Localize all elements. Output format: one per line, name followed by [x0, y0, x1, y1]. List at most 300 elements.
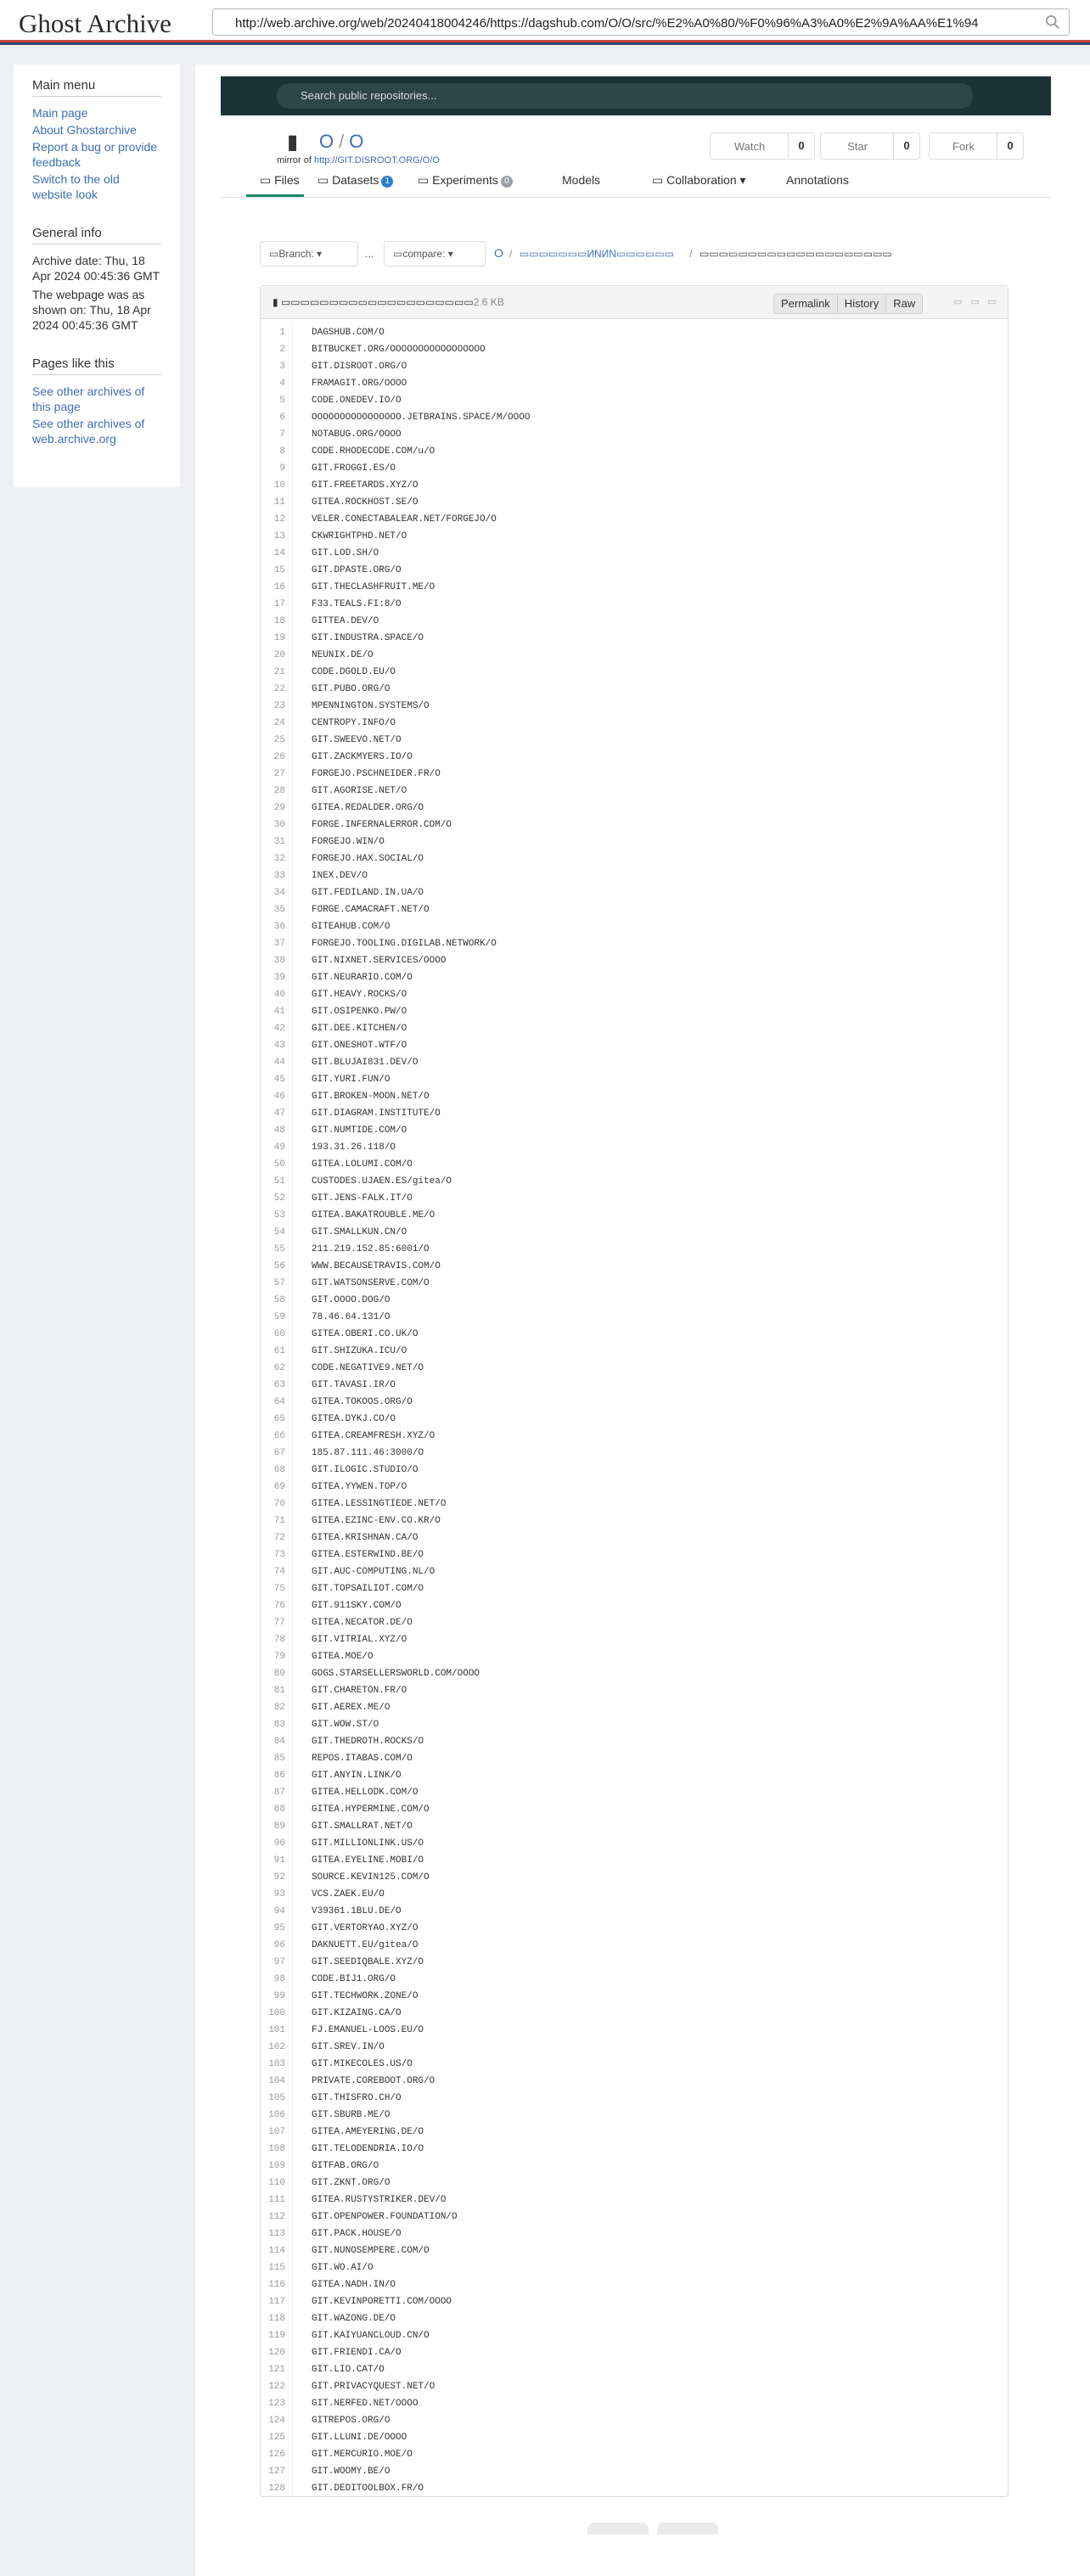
line-content: GIT.FEDILAND.IN.UA/O [312, 888, 424, 898]
line-content: INEX.DEV/O [312, 871, 368, 881]
code-line [261, 1496, 1008, 1512]
line-number[interactable]: 14 [261, 545, 293, 562]
line-number[interactable]: 91 [261, 1852, 293, 1869]
line-content: GIT.ILOGIC.STUDIO/O [312, 1465, 419, 1475]
code-line [261, 1648, 1008, 1665]
header-stripe-blue [0, 42, 1090, 45]
delete-icon[interactable]: ▭ [970, 297, 980, 307]
line-number[interactable]: 57 [261, 1275, 293, 1292]
datasets-badge: 1 [381, 176, 393, 188]
line-content: GIT.KIZAING.CA/O [312, 2008, 402, 2018]
line-number[interactable]: 116 [261, 2276, 293, 2293]
line-number[interactable]: 31 [261, 833, 293, 850]
line-content: GITEA.LESSINGTIEDE.NET/O [312, 1499, 447, 1509]
line-number[interactable]: 78 [261, 1631, 293, 1648]
edit-icon[interactable]: ▭ [953, 297, 963, 307]
line-content: CODE.NEGATIVE9.NET/O [312, 1363, 424, 1373]
collaboration-icon: ▭ [652, 173, 667, 187]
file-name: ▮ ▭▭▭▭▭▭▭▭▭▭▭▭▭▭▭▭▭▭▭▭2.6 KB [272, 296, 504, 308]
line-number[interactable]: 38 [261, 952, 293, 969]
code-line [261, 341, 1008, 358]
other-archives-site-link[interactable]: See other archives of web.archive.org [32, 417, 145, 446]
crumb-separator: / [509, 248, 513, 260]
line-content: GIT.NEURARIO.COM/O [312, 973, 413, 983]
line-number[interactable]: 75 [261, 1580, 293, 1597]
crumb-separator: / [689, 248, 693, 260]
line-number[interactable]: 74 [261, 1563, 293, 1580]
line-number[interactable]: 17 [261, 596, 293, 613]
code-line [261, 375, 1008, 392]
line-number[interactable]: 48 [261, 1122, 293, 1139]
line-number[interactable]: 125 [261, 2429, 293, 2446]
code-line [261, 1869, 1008, 1886]
line-content: GIT.HEAVY.ROCKS/O [312, 990, 407, 1000]
line-number[interactable]: 127 [261, 2463, 293, 2480]
code-line [261, 1139, 1008, 1156]
code-line [261, 2141, 1008, 2158]
code-line [261, 392, 1008, 409]
line-content: GIT.SBURB.ME/O [312, 2110, 390, 2120]
raw-button[interactable]: Raw [893, 297, 916, 310]
line-number[interactable]: 42 [261, 1020, 293, 1037]
line-number[interactable]: 77 [261, 1614, 293, 1631]
line-number[interactable]: 123 [261, 2395, 293, 2412]
line-number[interactable]: 56 [261, 1258, 293, 1275]
line-number[interactable]: 44 [261, 1054, 293, 1071]
line-number[interactable]: 94 [261, 1903, 293, 1920]
code-line [261, 528, 1008, 545]
line-number[interactable]: 39 [261, 969, 293, 986]
line-content: CENTROPY.INFO/O [312, 718, 396, 728]
line-number[interactable]: 90 [261, 1835, 293, 1852]
line-number[interactable]: 61 [261, 1343, 293, 1360]
line-content: GITEA.BAKATROUBLE.ME/O [312, 1210, 435, 1221]
line-number[interactable]: 93 [261, 1886, 293, 1903]
line-content: GIT.SHIZUKA.ICU/O [312, 1346, 407, 1356]
line-number[interactable]: 12 [261, 511, 293, 528]
line-content: 185.87.111.46:3000/O [312, 1448, 424, 1458]
download-icon[interactable]: ▭ [987, 297, 997, 307]
line-number[interactable]: 98 [261, 1971, 293, 1988]
line-number[interactable]: 104 [261, 2073, 293, 2090]
line-number[interactable]: 105 [261, 2090, 293, 2107]
line-number[interactable]: 89 [261, 1818, 293, 1835]
line-number[interactable]: 51 [261, 1173, 293, 1190]
code-line [261, 2293, 1008, 2310]
permalink-button[interactable]: Permalink [774, 295, 838, 313]
code-line [261, 1173, 1008, 1190]
pagination-prev[interactable] [587, 2523, 649, 2534]
code-line [261, 1988, 1008, 2005]
line-number[interactable]: 117 [261, 2293, 293, 2310]
line-number[interactable]: 69 [261, 1479, 293, 1496]
code-line [261, 1105, 1008, 1122]
line-number[interactable]: 67 [261, 1445, 293, 1462]
line-number[interactable]: 62 [261, 1360, 293, 1377]
line-number[interactable]: 88 [261, 1801, 293, 1818]
code-line [261, 698, 1008, 715]
line-content: GIT.NERFED.NET/OOOO [312, 2399, 419, 2409]
experiments-badge: 0 [501, 176, 513, 188]
line-content: CODE.ONEDEV.IO/O [312, 396, 402, 406]
main-page-link[interactable]: Main page [32, 106, 88, 120]
code-line [261, 647, 1008, 664]
line-number[interactable]: 3 [261, 358, 293, 375]
ghostarchive-header [0, 0, 1090, 46]
code-line [261, 2090, 1008, 2107]
line-content: GIT.KAIYUANCLOUD.CN/O [312, 2331, 430, 2341]
code-line [261, 1512, 1008, 1529]
pagination-next[interactable] [657, 2523, 718, 2534]
line-number[interactable]: 46 [261, 1088, 293, 1105]
line-content: GITEA.MOE/O [312, 1652, 374, 1662]
line-content: GIT.ONESHOT.WTF/O [312, 1041, 407, 1051]
tab-datasets[interactable] [317, 170, 393, 197]
line-content: GITEA.KRISHNAN.CA/O [312, 1533, 419, 1543]
line-number[interactable]: 65 [261, 1411, 293, 1428]
line-content: GIT.ZACKMYERS.IO/O [312, 752, 413, 762]
repo-search-placeholder: Search public repositories... [301, 89, 437, 102]
line-number[interactable]: 15 [261, 562, 293, 579]
line-number[interactable]: 71 [261, 1512, 293, 1529]
code-line [261, 1750, 1008, 1767]
code-line [261, 2073, 1008, 2090]
code-line [261, 817, 1008, 833]
archive-url-field[interactable] [212, 8, 1070, 36]
line-content: GIT.KEVINPORETTI.COM/OOOO [312, 2297, 452, 2307]
file-breadcrumb-bar [260, 241, 1007, 267]
mirror-prefix: mirror of [277, 155, 312, 166]
line-number[interactable]: 100 [261, 2005, 293, 2022]
repo-name-link[interactable]: O [349, 131, 364, 152]
line-content: GITFAB.ORG/O [312, 2161, 379, 2171]
line-content: GITEA.NADH.IN/O [312, 2280, 396, 2290]
tab-annotations[interactable] [786, 170, 849, 197]
search-icon[interactable] [1045, 14, 1060, 30]
code-line [261, 562, 1008, 579]
code-line [261, 426, 1008, 443]
line-number[interactable]: 27 [261, 766, 293, 783]
tab-models[interactable] [562, 170, 600, 197]
branch-dropdown[interactable] [260, 241, 358, 267]
watch-button[interactable] [710, 132, 815, 160]
code-line [261, 477, 1008, 494]
branch-label: Branch: [278, 248, 314, 260]
tab-experiments[interactable] [418, 170, 513, 197]
line-number[interactable]: 19 [261, 630, 293, 647]
line-content: GIT.PRIVACYQUEST.NET/O [312, 2382, 435, 2392]
line-number[interactable]: 10 [261, 477, 293, 494]
compare-dropdown[interactable] [384, 241, 486, 267]
code-line [261, 969, 1008, 986]
code-line [261, 2412, 1008, 2429]
line-number[interactable]: 128 [261, 2480, 293, 2497]
line-number[interactable]: 83 [261, 1716, 293, 1733]
code-line [261, 2242, 1008, 2259]
line-number[interactable]: 92 [261, 1869, 293, 1886]
line-content: GIT.OPENPOWER.FOUNDATION/O [312, 2212, 458, 2222]
code-line [261, 2310, 1008, 2327]
general-info-title: General info [32, 226, 161, 244]
code-line [261, 1190, 1008, 1207]
line-content: GITEA.REDALDER.ORG/O [312, 803, 424, 813]
fork-count: 0 [997, 133, 1023, 159]
code-line [261, 732, 1008, 749]
line-number[interactable]: 18 [261, 613, 293, 630]
line-number[interactable]: 23 [261, 698, 293, 715]
code-line [261, 545, 1008, 562]
line-number[interactable]: 60 [261, 1326, 293, 1343]
line-number[interactable]: 109 [261, 2158, 293, 2175]
fork-button[interactable] [929, 132, 1024, 160]
line-number[interactable]: 106 [261, 2107, 293, 2124]
line-content: GIT.AGORISE.NET/O [312, 786, 407, 796]
line-content: GIT.NUNOSEMPERE.COM/O [312, 2246, 430, 2256]
line-number[interactable]: 121 [261, 2361, 293, 2378]
star-button[interactable] [820, 132, 920, 160]
line-number[interactable]: 30 [261, 817, 293, 833]
line-content: FORGE.INFERNALERROR.COM/O [312, 820, 452, 830]
line-content: NEUNIX.DE/O [312, 650, 374, 660]
line-number[interactable]: 16 [261, 579, 293, 596]
line-content: OOOOOOOOOOOOOOOO.JETBRAINS.SPACE/M/OOOO [312, 412, 531, 423]
mirror-info [277, 155, 440, 166]
line-content: GIT.WOOMY.BE/O [312, 2467, 390, 2477]
line-number[interactable]: 86 [261, 1767, 293, 1784]
line-content: GITEA.ESTERWIND.BE/O [312, 1550, 424, 1560]
line-content: CUSTODES.UJAEN.ES/gitea/O [312, 1176, 452, 1187]
history-button[interactable]: History [838, 295, 886, 313]
line-number[interactable]: 110 [261, 2175, 293, 2192]
line-number[interactable]: 49 [261, 1139, 293, 1156]
line-content: GIT.AEREX.ME/O [312, 1703, 390, 1713]
line-number[interactable]: 64 [261, 1394, 293, 1411]
tab-collaboration[interactable] [652, 170, 746, 197]
code-line [261, 1835, 1008, 1852]
line-number[interactable]: 40 [261, 986, 293, 1003]
line-content: GIT.TELODENDRIA.IO/O [312, 2144, 424, 2154]
line-number[interactable]: 45 [261, 1071, 293, 1088]
line-content: GIT.JENS-FALK.IT/O [312, 1193, 413, 1204]
line-number[interactable]: 73 [261, 1546, 293, 1563]
code-line [261, 681, 1008, 698]
code-line [261, 1462, 1008, 1479]
code-line [261, 952, 1008, 969]
tab-files-label: Files [274, 173, 300, 187]
line-number[interactable]: 66 [261, 1428, 293, 1445]
line-content: GIT.OSIPENKO.PW/O [312, 1007, 407, 1017]
line-content: GITREPOS.ORG/O [312, 2416, 390, 2426]
line-number[interactable]: 84 [261, 1733, 293, 1750]
code-line [261, 1428, 1008, 1445]
repo-icon: ▮ [287, 131, 299, 154]
line-number[interactable]: 68 [261, 1462, 293, 1479]
line-number[interactable]: 102 [261, 2039, 293, 2056]
code-line [261, 1207, 1008, 1224]
code-line [261, 1818, 1008, 1835]
code-line [261, 596, 1008, 613]
line-content: GITEA.AMEYERING.DE/O [312, 2127, 424, 2137]
line-number[interactable]: 114 [261, 2242, 293, 2259]
line-number[interactable]: 5 [261, 392, 293, 409]
line-number[interactable]: 87 [261, 1784, 293, 1801]
code-line [261, 715, 1008, 732]
line-content: GIT.ANYIN.LINK/O [312, 1771, 402, 1781]
line-number[interactable]: 32 [261, 850, 293, 867]
code-line [261, 1326, 1008, 1343]
line-number[interactable]: 97 [261, 1954, 293, 1971]
line-number[interactable]: 33 [261, 867, 293, 884]
line-number[interactable]: 79 [261, 1648, 293, 1665]
line-number[interactable]: 13 [261, 528, 293, 545]
line-number[interactable]: 26 [261, 749, 293, 766]
line-content: GIT.LLUNI.DE/OOOO [312, 2433, 407, 2443]
line-number[interactable]: 36 [261, 918, 293, 935]
line-number[interactable]: 54 [261, 1224, 293, 1241]
line-number[interactable]: 58 [261, 1292, 293, 1309]
line-number[interactable]: 126 [261, 2446, 293, 2463]
code-line [261, 630, 1008, 647]
report-bug-link[interactable]: Report a bug or provide feedback [32, 140, 158, 169]
old-look-link[interactable]: Switch to the old website look [32, 172, 120, 201]
star-label: Star [847, 140, 868, 153]
tab-models-label: Models [562, 173, 601, 187]
line-content: GIT.NUMTIDE.COM/O [312, 1125, 407, 1136]
crumb-folder-link[interactable]: ▭▭▭▭▭▭▭ИNИN▭▭▭▭▭▭ [520, 248, 674, 260]
line-number[interactable]: 82 [261, 1699, 293, 1716]
watch-label: Watch [733, 140, 766, 153]
line-number[interactable]: 53 [261, 1207, 293, 1224]
mirror-url-link[interactable]: http://GIT.DISROOT.ORG/O/O [314, 155, 440, 166]
line-number[interactable]: 21 [261, 664, 293, 681]
crumb-root-link[interactable]: O [494, 246, 503, 260]
line-number[interactable]: 115 [261, 2259, 293, 2276]
line-content: BITBUCKET.ORG/OOOOOOOOOOOOOOOOO [312, 345, 486, 355]
line-number[interactable]: 99 [261, 1988, 293, 2005]
code-line [261, 2276, 1008, 2293]
line-number[interactable]: 111 [261, 2192, 293, 2208]
line-content: GIT.DEDITOOLBOX.FR/O [312, 2483, 424, 2494]
code-line [261, 2039, 1008, 2056]
line-number[interactable]: 119 [261, 2327, 293, 2344]
line-number[interactable]: 124 [261, 2412, 293, 2429]
code-line [261, 1529, 1008, 1546]
line-number[interactable]: 55 [261, 1241, 293, 1258]
line-number[interactable]: 70 [261, 1496, 293, 1512]
code-line [261, 884, 1008, 901]
line-number[interactable]: 47 [261, 1105, 293, 1122]
line-content: GIT.DPASTE.ORG/O [312, 565, 402, 575]
line-content: NOTABUG.ORG/OOOO [312, 429, 402, 440]
line-content: CODE.DGOLD.EU/O [312, 667, 396, 677]
line-content: GIT.LIO.CAT/O [312, 2365, 385, 2375]
ghostarchive-logo[interactable]: Ghost Archive [19, 8, 171, 38]
code-line [261, 511, 1008, 528]
repo-owner-link[interactable]: O [319, 131, 334, 152]
line-content: GIT.THISFRO.CH/O [312, 2093, 402, 2103]
line-number[interactable]: 52 [261, 1190, 293, 1207]
line-number[interactable]: 81 [261, 1682, 293, 1699]
line-number[interactable]: 4 [261, 375, 293, 392]
line-number[interactable]: 85 [261, 1750, 293, 1767]
code-line [261, 579, 1008, 596]
line-content: GITEA.EYELINE.MOBI/O [312, 1855, 424, 1866]
line-number[interactable]: 95 [261, 1920, 293, 1937]
shown-on-date: The webpage was as shown on: Thu, 18 Apr 2024 00:45:36 GMT [32, 288, 151, 332]
line-number[interactable]: 6 [261, 409, 293, 426]
line-content: GIT.CHARETON.FR/O [312, 1686, 407, 1696]
star-count: 0 [893, 133, 919, 159]
line-content: FRAMAGIT.ORG/OOOO [312, 379, 407, 389]
line-number[interactable]: 20 [261, 647, 293, 664]
line-number[interactable]: 96 [261, 1937, 293, 1954]
archive-url-text[interactable]: http://web.archive.org/web/20240418004246/https://dagshub.com/O/O/src/%E2%A0%80/%F0%96%A3%A0%E2%9A%AA%E1%94 [235, 16, 979, 31]
line-number[interactable]: 118 [261, 2310, 293, 2327]
line-content: GIT.OOOO.DOG/O [312, 1295, 390, 1305]
code-line [261, 2107, 1008, 2124]
tab-files[interactable] [246, 170, 304, 197]
code-line [261, 1886, 1008, 1903]
line-number[interactable]: 122 [261, 2378, 293, 2395]
line-number[interactable]: 76 [261, 1597, 293, 1614]
line-number[interactable]: 2 [261, 341, 293, 358]
line-content: FJ.EMANUEL-LOOS.EU/O [312, 2025, 424, 2035]
line-number[interactable]: 80 [261, 1665, 293, 1682]
line-number[interactable]: 35 [261, 901, 293, 918]
code-line [261, 2005, 1008, 2022]
line-number[interactable]: 8 [261, 443, 293, 460]
code-line [261, 1156, 1008, 1173]
code-line [261, 1088, 1008, 1105]
line-number[interactable]: 1 [261, 324, 293, 341]
other-archives-page-link[interactable]: See other archives of this page [32, 384, 145, 413]
code-line [261, 2395, 1008, 2412]
line-number[interactable]: 43 [261, 1037, 293, 1054]
line-number[interactable]: 28 [261, 783, 293, 800]
line-number[interactable]: 120 [261, 2344, 293, 2361]
line-number[interactable]: 22 [261, 681, 293, 698]
line-number[interactable]: 101 [261, 2022, 293, 2039]
repo-title-separator: / [339, 131, 345, 152]
line-number[interactable]: 103 [261, 2056, 293, 2073]
line-number[interactable]: 29 [261, 800, 293, 817]
code-line [261, 1258, 1008, 1275]
line-content: GITEA.YYWEN.TOP/O [312, 1482, 407, 1492]
line-number[interactable]: 50 [261, 1156, 293, 1173]
line-number[interactable]: 11 [261, 494, 293, 511]
line-number[interactable]: 34 [261, 884, 293, 901]
line-content: MPENNINGTON.SYSTEMS/O [312, 701, 430, 711]
line-number[interactable]: 7 [261, 426, 293, 443]
line-number[interactable]: 108 [261, 2141, 293, 2158]
repo-search-input[interactable] [277, 83, 973, 109]
line-number[interactable]: 9 [261, 460, 293, 477]
line-number[interactable]: 113 [261, 2225, 293, 2242]
line-content: VCS.ZAEK.EU/O [312, 1889, 385, 1900]
line-number[interactable]: 37 [261, 935, 293, 952]
line-number[interactable]: 25 [261, 732, 293, 749]
about-link[interactable]: About Ghostarchive [32, 123, 137, 137]
line-content: GIT.WO.AI/O [312, 2263, 374, 2273]
line-number[interactable]: 59 [261, 1309, 293, 1326]
line-number[interactable]: 107 [261, 2124, 293, 2141]
code-line [261, 1309, 1008, 1326]
line-number[interactable]: 63 [261, 1377, 293, 1394]
line-number[interactable]: 24 [261, 715, 293, 732]
line-number[interactable]: 112 [261, 2208, 293, 2225]
line-number[interactable]: 72 [261, 1529, 293, 1546]
line-number[interactable]: 41 [261, 1003, 293, 1020]
